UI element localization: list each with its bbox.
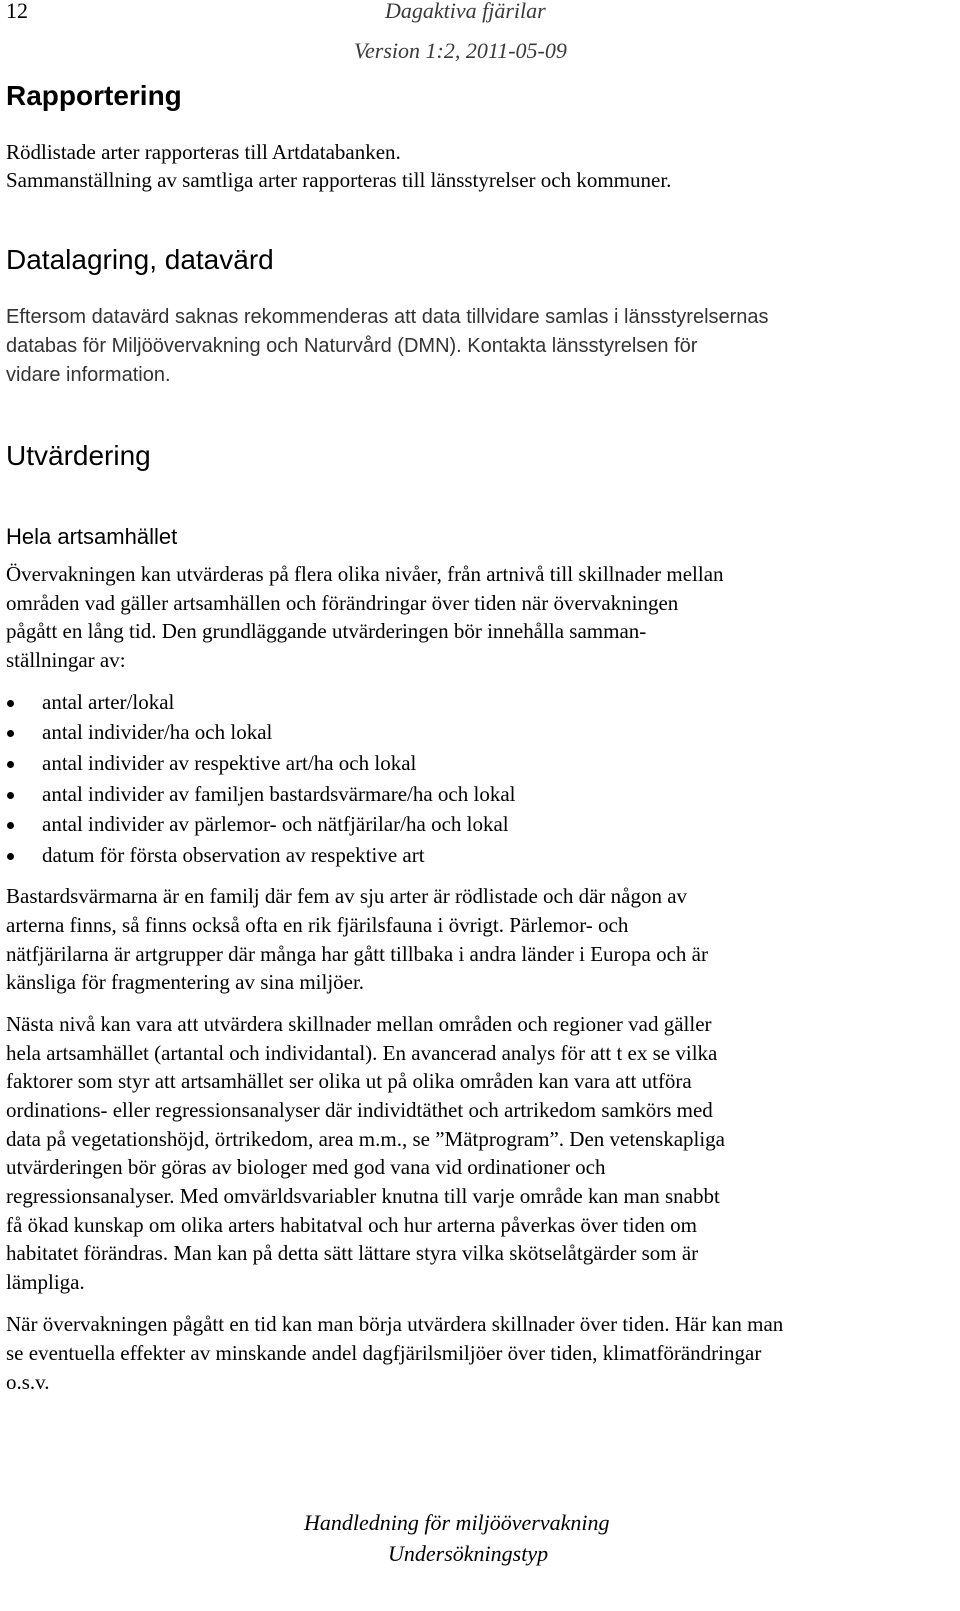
list-item: datum för första observation av respektive art [42,843,425,867]
para3-line-3: o.s.v. [6,1370,50,1394]
list-item: antal individer av pärlemor- och nätfjärilar/ha och lokal [42,812,509,836]
intro-line-3: pågått en lång tid. Den grundläggande utvärderingen bör innehålla samman- [6,619,647,643]
doc-version: Version 1:2, 2011-05-09 [354,38,567,63]
section-heading-rapportering: Rapportering [6,80,182,111]
list-item: antal individer av respektive art/ha och lokal [42,751,417,775]
bullet-icon [7,822,14,829]
para1-line-1: Bastardsvärmarna är en familj där fem av sju arter är rödlistade och där någon av [6,884,688,908]
para2-line-3: faktorer som styr att artsamhället ser olika ut på olika områden kan vara att utföra [6,1069,692,1093]
para2-line-7: regressionsanalyser. Med omvärldsvariabler knutna till varje område kan man snabbt [6,1184,720,1208]
intro-line-4: ställningar av: [6,648,126,672]
intro-line-2: områden vad gäller artsamhällen och förändringar över tiden när övervakningen [6,591,679,615]
para2-line-9: habitatet förändras. Man kan på detta sätt lättare styra vilka skötselåtgärder som är [6,1241,699,1265]
footer-line-1: Handledning för miljöövervakning [304,1510,610,1535]
bullet-icon [7,761,14,768]
datalagring-line-3: vidare information. [6,364,171,386]
para2-line-4: ordinations- eller regressionsanalyser där individtäthet och artrikedom samkörs med [6,1098,713,1122]
datalagring-line-1: Eftersom datavärd saknas rekommenderas att data tillvidare samlas i länsstyrelsernas [6,306,769,328]
para1-line-4: känsliga för fragmentering av sina miljöer. [6,970,365,994]
para3-line-2: se eventuella effekter av minskande andel dagfjärilsmiljöer över tiden, klimatförändringar [6,1341,762,1365]
list-item: antal individer av familjen bastardsvärmare/ha och lokal [42,782,516,806]
bullet-icon [7,730,14,737]
bullet-icon [7,792,14,799]
bullet-icon [7,700,14,707]
para1-line-2: arterna finns, så finns också ofta en rik fjärilsfauna i övrigt. Pärlemor- och [6,913,629,937]
rapportering-line-2: Sammanställning av samtliga arter rapporteras till länsstyrelser och kommuner. [6,168,672,192]
list-item: antal arter/lokal [42,690,175,714]
footer-line-2: Undersökningstyp [388,1541,549,1566]
para2-line-8: få ökad kunskap om olika arters habitatval och hur arterna påverkas över tiden om [6,1213,698,1237]
rapportering-line-1: Rödlistade arter rapporteras till Artdatabanken. [6,140,401,164]
intro-line-1: Övervakningen kan utvärderas på flera olika nivåer, från artnivå till skillnader mellan [6,562,724,586]
para2-line-5: data på vegetationshöjd, örtrikedom, area m.m., se ”Mätprogram”. Den vetenskapliga [6,1127,726,1151]
para2-line-10: lämpliga. [6,1270,85,1294]
para2-line-6: utvärderingen bör göras av biologer med god vana vid ordinationer och [6,1155,606,1179]
subheading-hela-artsamhallet: Hela artsamhället [6,524,178,549]
page-number: 12 [6,0,28,23]
list-item: antal individer/ha och lokal [42,720,273,744]
datalagring-line-2: databas för Miljöövervakning och Naturvård (DMN). Kontakta länsstyrelsen för [6,335,698,357]
section-heading-utvardering: Utvärdering [6,440,151,471]
section-heading-datalagring: Datalagring, datavärd [6,244,274,275]
para3-line-1: När övervakningen pågått en tid kan man börja utvärdera skillnader över tiden. Här kan man [6,1312,784,1336]
para2-line-2: hela artsamhället (artantal och individantal). En avancerad analys för att t ex se vilka [6,1041,718,1065]
bullet-icon [7,853,14,860]
para1-line-3: nätfjärilarna är artgrupper där många har gått tillbaka i andra länder i Europa och är [6,942,708,966]
doc-title: Dagaktiva fjärilar [385,0,546,23]
para2-line-1: Nästa nivå kan vara att utvärdera skillnader mellan områden och regioner vad gäller [6,1012,712,1036]
